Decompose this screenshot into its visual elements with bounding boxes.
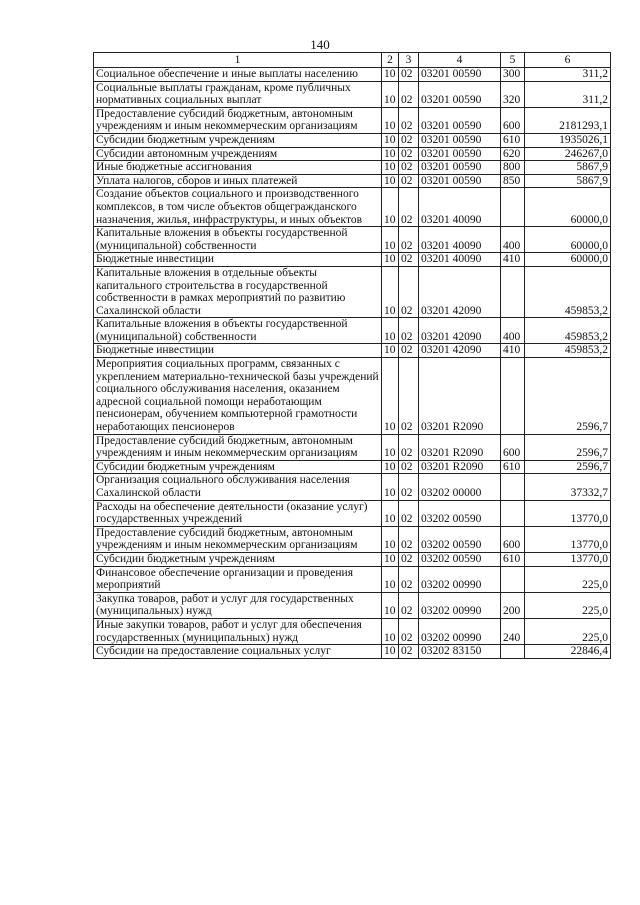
row-target-item-cell: 03201 R2090	[419, 358, 501, 435]
table-row	[94, 147, 611, 161]
table-row	[94, 174, 611, 188]
table-row	[94, 161, 611, 175]
row-amount-cell: 60000,0	[525, 188, 611, 227]
row-target-item-cell: 03201 00590	[419, 68, 501, 82]
row-expense-type-cell: 600	[501, 107, 525, 133]
table-row	[94, 266, 611, 317]
row-amount-cell: 13770,0	[525, 500, 611, 526]
row-name-cell: Субсидии бюджетным учреждениям	[94, 460, 382, 474]
row-subsection-cell: 02	[399, 434, 419, 460]
row-expense-type-cell	[501, 188, 525, 227]
row-name-cell: Финансовое обеспечение организации и проведения мероприятий	[94, 566, 382, 592]
row-section-cell: 10	[382, 592, 399, 618]
header-cell-name: 1	[94, 53, 382, 68]
row-section-cell: 10	[382, 566, 399, 592]
row-name-cell: Организация социального обслуживания населения Сахалинской области	[94, 474, 382, 500]
page-number: 140	[310, 37, 330, 52]
row-subsection-cell: 02	[399, 174, 419, 188]
row-subsection-cell: 02	[399, 147, 419, 161]
table-row	[94, 526, 611, 552]
row-amount-cell: 311,2	[525, 81, 611, 107]
row-section-cell: 10	[382, 526, 399, 552]
row-section-cell: 10	[382, 133, 399, 147]
row-subsection-cell: 02	[399, 344, 419, 358]
row-name-cell: Бюджетные инвестиции	[94, 344, 382, 358]
row-section-cell: 10	[382, 358, 399, 435]
table-row	[94, 253, 611, 267]
row-section-cell: 10	[382, 552, 399, 566]
row-expense-type-cell: 400	[501, 227, 525, 253]
table-row	[94, 500, 611, 526]
header-cell-target-item: 4	[419, 53, 501, 68]
header-cell-expense-type: 5	[501, 53, 525, 68]
row-expense-type-cell: 800	[501, 161, 525, 175]
row-target-item-cell: 03202 00990	[419, 618, 501, 644]
row-amount-cell: 225,0	[525, 592, 611, 618]
row-amount-cell: 13770,0	[525, 526, 611, 552]
header-row	[94, 53, 611, 68]
row-subsection-cell: 02	[399, 318, 419, 344]
row-section-cell: 10	[382, 174, 399, 188]
row-target-item-cell: 03201 42090	[419, 318, 501, 344]
row-target-item-cell: 03201 R2090	[419, 460, 501, 474]
row-name-cell: Уплата налогов, сборов и иных платежей	[94, 174, 382, 188]
header-cell-subsection: 3	[399, 53, 419, 68]
row-name-cell: Субсидии автономным учреждениям	[94, 147, 382, 161]
row-subsection-cell: 02	[399, 526, 419, 552]
row-name-cell: Социальное обеспечение и иные выплаты населению	[94, 68, 382, 82]
row-target-item-cell: 03202 83150	[419, 645, 501, 659]
table-row	[94, 81, 611, 107]
row-subsection-cell: 02	[399, 474, 419, 500]
row-amount-cell: 2596,7	[525, 434, 611, 460]
row-amount-cell: 225,0	[525, 566, 611, 592]
row-subsection-cell: 02	[399, 81, 419, 107]
row-name-cell: Субсидии бюджетным учреждениям	[94, 133, 382, 147]
row-amount-cell: 22846,4	[525, 645, 611, 659]
row-name-cell: Капитальные вложения в объекты государственной (муниципальной) собственности	[94, 318, 382, 344]
row-subsection-cell: 02	[399, 253, 419, 267]
row-section-cell: 10	[382, 227, 399, 253]
row-amount-cell: 2181293,1	[525, 107, 611, 133]
header-cell-amount: 6	[525, 53, 611, 68]
row-section-cell: 10	[382, 266, 399, 317]
row-target-item-cell: 03202 00590	[419, 526, 501, 552]
row-section-cell: 10	[382, 81, 399, 107]
row-section-cell: 10	[382, 645, 399, 659]
row-name-cell: Закупка товаров, работ и услуг для государственных (муниципальных) нужд	[94, 592, 382, 618]
row-expense-type-cell	[501, 500, 525, 526]
row-subsection-cell: 02	[399, 227, 419, 253]
row-subsection-cell: 02	[399, 161, 419, 175]
row-amount-cell: 1935026,1	[525, 133, 611, 147]
table-row	[94, 566, 611, 592]
row-expense-type-cell	[501, 645, 525, 659]
table-row	[94, 618, 611, 644]
row-target-item-cell: 03201 40090	[419, 227, 501, 253]
row-amount-cell: 459853,2	[525, 344, 611, 358]
table-row	[94, 460, 611, 474]
table-row	[94, 474, 611, 500]
row-expense-type-cell: 400	[501, 318, 525, 344]
row-expense-type-cell: 320	[501, 81, 525, 107]
table-row	[94, 227, 611, 253]
budget-table	[93, 52, 611, 659]
row-target-item-cell: 03202 00590	[419, 500, 501, 526]
table-row	[94, 592, 611, 618]
row-section-cell: 10	[382, 253, 399, 267]
row-section-cell: 10	[382, 147, 399, 161]
row-amount-cell: 5867,9	[525, 161, 611, 175]
row-target-item-cell: 03201 00590	[419, 107, 501, 133]
row-section-cell: 10	[382, 460, 399, 474]
table-row	[94, 552, 611, 566]
row-subsection-cell: 02	[399, 107, 419, 133]
table-row	[94, 358, 611, 435]
row-name-cell: Иные закупки товаров, работ и услуг для обеспечения государственных (муниципальных) нужд	[94, 618, 382, 644]
row-target-item-cell: 03202 00990	[419, 592, 501, 618]
table-row	[94, 133, 611, 147]
row-section-cell: 10	[382, 68, 399, 82]
row-expense-type-cell: 410	[501, 344, 525, 358]
row-section-cell: 10	[382, 188, 399, 227]
row-subsection-cell: 02	[399, 460, 419, 474]
header-cell-section: 2	[382, 53, 399, 68]
row-expense-type-cell: 600	[501, 526, 525, 552]
row-subsection-cell: 02	[399, 188, 419, 227]
row-expense-type-cell: 610	[501, 133, 525, 147]
row-subsection-cell: 02	[399, 68, 419, 82]
row-subsection-cell: 02	[399, 618, 419, 644]
row-expense-type-cell: 300	[501, 68, 525, 82]
row-target-item-cell: 03201 40090	[419, 253, 501, 267]
row-amount-cell: 60000,0	[525, 253, 611, 267]
row-name-cell: Предоставление субсидий бюджетным, автономным учреждениям и иным некоммерческим организациям	[94, 434, 382, 460]
row-amount-cell: 2596,7	[525, 460, 611, 474]
row-amount-cell: 246267,0	[525, 147, 611, 161]
row-name-cell: Социальные выплаты гражданам, кроме публичных нормативных социальных выплат	[94, 81, 382, 107]
row-section-cell: 10	[382, 474, 399, 500]
row-section-cell: 10	[382, 318, 399, 344]
row-section-cell: 10	[382, 618, 399, 644]
row-target-item-cell: 03202 00590	[419, 552, 501, 566]
row-amount-cell: 225,0	[525, 618, 611, 644]
row-name-cell: Предоставление субсидий бюджетным, автономным учреждениям и иным некоммерческим организациям	[94, 526, 382, 552]
row-target-item-cell: 03201 00590	[419, 81, 501, 107]
row-expense-type-cell: 600	[501, 434, 525, 460]
row-name-cell: Иные бюджетные ассигнования	[94, 161, 382, 175]
row-expense-type-cell: 200	[501, 592, 525, 618]
row-target-item-cell: 03201 42090	[419, 344, 501, 358]
row-amount-cell: 13770,0	[525, 552, 611, 566]
row-amount-cell: 37332,7	[525, 474, 611, 500]
row-target-item-cell: 03201 42090	[419, 266, 501, 317]
row-amount-cell: 5867,9	[525, 174, 611, 188]
row-expense-type-cell: 610	[501, 552, 525, 566]
row-name-cell: Мероприятия социальных программ, связанных с укреплением материально-технической базы учреждений социального обслуживания населения, оказанием адресной социальной помощи неработающим пенсионерам, обучением компьютерной грамотности неработающих пенсионеров	[94, 358, 382, 435]
row-expense-type-cell: 620	[501, 147, 525, 161]
row-name-cell: Капитальные вложения в отдельные объекты капитального строительства в государственной собственности в рамках мероприятий по развитию Сахалинской области	[94, 266, 382, 317]
row-target-item-cell: 03201 00590	[419, 174, 501, 188]
row-subsection-cell: 02	[399, 592, 419, 618]
row-section-cell: 10	[382, 161, 399, 175]
row-expense-type-cell	[501, 566, 525, 592]
row-target-item-cell: 03201 00590	[419, 161, 501, 175]
row-name-cell: Субсидии бюджетным учреждениям	[94, 552, 382, 566]
row-expense-type-cell: 610	[501, 460, 525, 474]
table-row	[94, 318, 611, 344]
row-section-cell: 10	[382, 344, 399, 358]
row-target-item-cell: 03201 40090	[419, 188, 501, 227]
row-name-cell: Расходы на обеспечение деятельности (оказание услуг) государственных учреждений	[94, 500, 382, 526]
table-row	[94, 107, 611, 133]
row-expense-type-cell	[501, 474, 525, 500]
row-name-cell: Субсидии на предоставление социальных услуг	[94, 645, 382, 659]
table-body	[94, 68, 611, 659]
row-section-cell: 10	[382, 107, 399, 133]
table-row	[94, 188, 611, 227]
row-expense-type-cell	[501, 266, 525, 317]
row-subsection-cell: 02	[399, 133, 419, 147]
row-expense-type-cell: 850	[501, 174, 525, 188]
table-row	[94, 68, 611, 82]
row-target-item-cell: 03201 00590	[419, 147, 501, 161]
row-subsection-cell: 02	[399, 552, 419, 566]
row-subsection-cell: 02	[399, 645, 419, 659]
row-subsection-cell: 02	[399, 266, 419, 317]
row-target-item-cell: 03202 00990	[419, 566, 501, 592]
table-row	[94, 344, 611, 358]
row-amount-cell: 459853,2	[525, 318, 611, 344]
table-row	[94, 645, 611, 659]
table-row	[94, 434, 611, 460]
row-name-cell: Предоставление субсидий бюджетным, автономным учреждениям и иным некоммерческим организациям	[94, 107, 382, 133]
row-amount-cell: 311,2	[525, 68, 611, 82]
row-target-item-cell: 03201 R2090	[419, 434, 501, 460]
row-name-cell: Создание объектов социального и производственного комплексов, в том числе объектов общегражданского назначения, жилья, инфраструктуры, и иных объектов	[94, 188, 382, 227]
row-amount-cell: 2596,7	[525, 358, 611, 435]
row-expense-type-cell	[501, 358, 525, 435]
row-target-item-cell: 03201 00590	[419, 133, 501, 147]
row-expense-type-cell: 240	[501, 618, 525, 644]
row-subsection-cell: 02	[399, 566, 419, 592]
row-section-cell: 10	[382, 434, 399, 460]
row-target-item-cell: 03202 00000	[419, 474, 501, 500]
row-amount-cell: 60000,0	[525, 227, 611, 253]
row-name-cell: Бюджетные инвестиции	[94, 253, 382, 267]
row-subsection-cell: 02	[399, 500, 419, 526]
row-section-cell: 10	[382, 500, 399, 526]
row-subsection-cell: 02	[399, 358, 419, 435]
row-name-cell: Капитальные вложения в объекты государственной (муниципальной) собственности	[94, 227, 382, 253]
row-expense-type-cell: 410	[501, 253, 525, 267]
row-amount-cell: 459853,2	[525, 266, 611, 317]
